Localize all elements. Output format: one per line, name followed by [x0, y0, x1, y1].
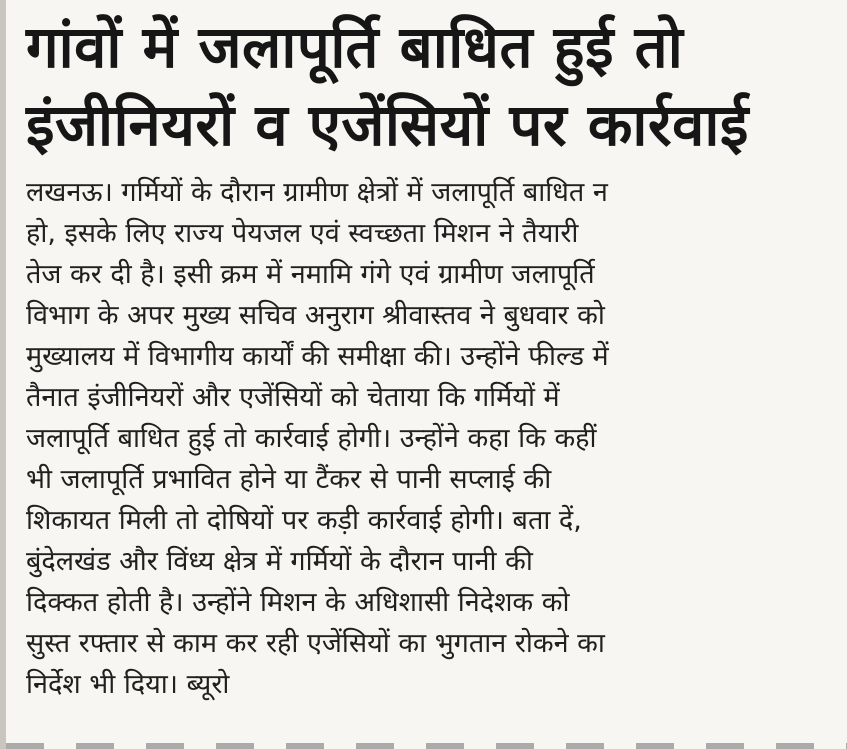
article-line: विभाग के अपर मुख्य सचिव अनुराग श्रीवास्तव ने बुधवार को — [26, 300, 605, 331]
article-line: हो, इसके लिए राज्य पेयजल एवं स्वच्छता मिशन ने तैयारी — [26, 218, 579, 249]
next-article-cut-edge — [6, 743, 847, 749]
article-line: निर्देश भी दिया। ब्यूरो — [26, 669, 230, 700]
article-line: तेज कर दी है। इसी क्रम में नमामि गंगे एवं ग्रामीण जलापूर्ति — [26, 259, 595, 290]
column-rule — [0, 0, 6, 749]
article-line: बुंदेलखंड और विंध्य क्षेत्र में गर्मियों के दौरान पानी की — [26, 546, 533, 577]
article-line: मुख्यालय में विभागीय कार्यों की समीक्षा की। उन्होंने फील्ड में — [26, 341, 609, 372]
article-line: जलापूर्ति बाधित हुई तो कार्रवाई होगी। उन्होंने कहा कि कहीं — [26, 423, 597, 454]
headline-line-2: इंजीनियरों व एजेंसियों पर कार्रवाई — [26, 91, 749, 159]
article-line: लखनऊ। गर्मियों के दौरान ग्रामीण क्षेत्रों में जलापूर्ति बाधित न — [26, 177, 608, 208]
article-line: शिकायत मिली तो दोषियों पर कड़ी कार्रवाई होगी। बता दें, — [26, 505, 582, 536]
article-line: सुस्त रफ्तार से काम कर रही एजेंसियों का भुगतान रोकने का — [26, 628, 605, 659]
article-line: भी जलापूर्ति प्रभावित होने या टैंकर से पानी सप्लाई की — [26, 464, 552, 495]
article-body — [26, 172, 829, 705]
headline-line-1: गांवों में जलापूर्ति बाधित हुई तो — [26, 13, 684, 81]
headline — [26, 8, 829, 164]
article-line: तैनात इंजीनियरों और एजेंसियों को चेताया कि गर्मियों में — [26, 382, 560, 413]
article-line: दिक्कत होती है। उन्होंने मिशन के अधिशासी निदेशक को — [26, 587, 570, 618]
